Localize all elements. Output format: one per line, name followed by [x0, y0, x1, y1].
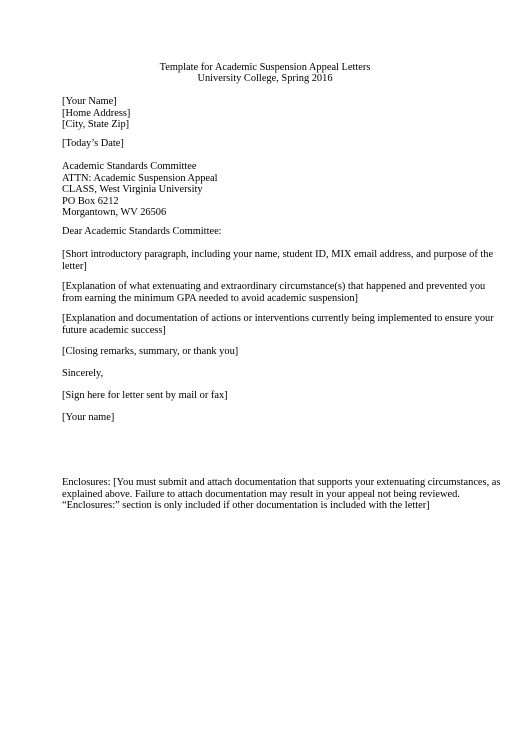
- body-paragraph-intro-line-1: [Short introductory paragraph, including your name, student ID, MIX email address, and purpose of the: [62, 249, 494, 260]
- recipient-line-3: CLASS, West Virginia University: [62, 184, 203, 196]
- printed-name: [Your name]: [62, 412, 115, 423]
- enclosures-line-2: explained above. Failure to attach documentation may result in your appeal not being reviewed.: [62, 488, 460, 500]
- body-paragraph-closing: [Closing remarks, summary, or thank you]: [62, 346, 239, 357]
- sender-name: [Your Name]: [62, 96, 117, 107]
- body-paragraph-intro: [62, 249, 494, 272]
- document-subtitle: University College, Spring 2016: [197, 73, 333, 84]
- document-title: Template for Academic Suspension Appeal Letters: [159, 62, 371, 73]
- recipient-line-1: Academic Standards Committee: [62, 161, 197, 172]
- recipient-address-block: [62, 161, 472, 219]
- body-paragraph-intro-line-2: letter]: [62, 260, 87, 272]
- recipient-line-5: Morgantown, WV 26506: [62, 207, 167, 219]
- body-paragraph-actions-line-2: future academic success]: [62, 324, 166, 336]
- recipient-line-4: PO Box 6212: [62, 195, 119, 207]
- body-paragraph-circumstances-line-2: from earning the minimum GPA needed to avoid academic suspension]: [62, 292, 358, 304]
- body-paragraph-actions: [62, 313, 494, 336]
- sender-address-block: [62, 96, 472, 131]
- enclosures-note: [62, 477, 501, 512]
- body-paragraph-circumstances-line-1: [Explanation of what extenuating and extraordinary circumstance(s) that happened and prevented you: [62, 281, 486, 292]
- letter-date: [Today’s Date]: [62, 138, 124, 149]
- sender-home-address: [Home Address]: [62, 107, 131, 119]
- recipient-line-2: ATTN: Academic Suspension Appeal: [62, 172, 218, 184]
- body-paragraph-actions-line-1: [Explanation and documentation of actions or interventions currently being implemented to ensure your: [62, 313, 494, 324]
- salutation: Dear Academic Standards Committee:: [62, 226, 222, 237]
- signature-line: [Sign here for letter sent by mail or fax]: [62, 390, 228, 401]
- enclosures-line-3: “Enclosures:” section is only included if other documentation is included with the letter]: [62, 500, 430, 512]
- enclosures-line-1: Enclosures: [You must submit and attach documentation that supports your extenuating circumstances, as: [62, 477, 501, 488]
- body-paragraph-circumstances: [62, 281, 486, 304]
- valediction: Sincerely,: [62, 368, 104, 379]
- sender-city-state-zip: [City, State Zip]: [62, 119, 130, 131]
